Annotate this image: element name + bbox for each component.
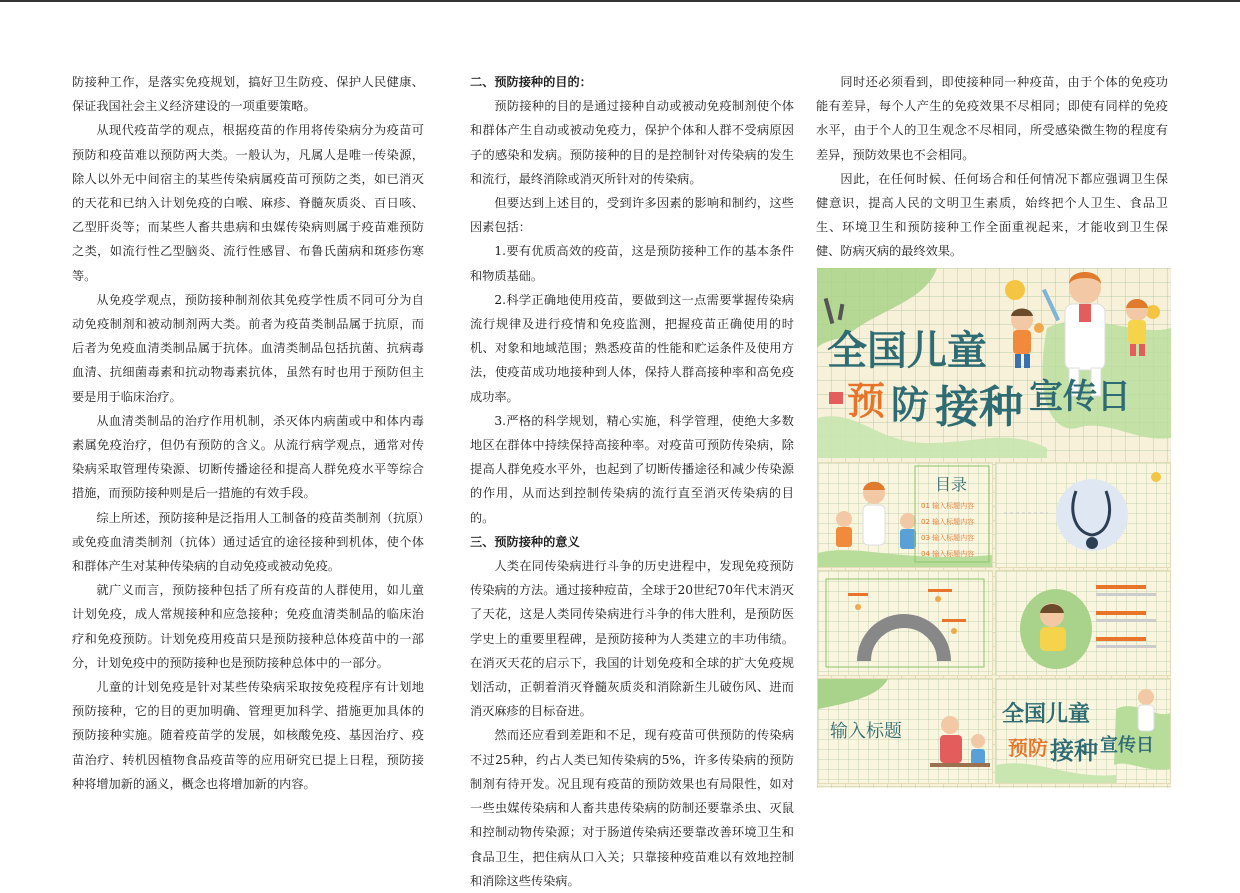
paragraph: 但要达到上述目的，受到许多因素的影响和制约，这些因素包括： bbox=[470, 196, 794, 235]
paragraph: 预防接种的目的是通过接种自动或被动免疫制剂使个体和群体产生自动或被动免疫力，保护个体和人群不受病原因子的感染和发病。预防接种的目的是控制针对传染病的发生和流行，最终消除或消灭所针对的传染病。 bbox=[470, 99, 794, 186]
paragraph: 然而还应看到差距和不足，现有疫苗可供预防的传染病不过25种，约占人类已知传染病的5%，许多传染病的预防制剂有待开发。况且现有疫苗的预防效果也有局限性，如对一些虫媒传染病和人畜共患传染病的防制还要靠杀虫、灭鼠和控制动物传染源；对于肠道传染病还要靠改善环境卫生和食品卫生，把住病从口入关；只靠接种疫苗难以有效地控制和消除这些传染病。 bbox=[470, 728, 794, 888]
paragraph: 从免疫学观点，预防接种制剂依其免疫学性质不同可分为自动免疫制剂和被动制剂两大类。前者为疫苗类制品属于抗原，而后者为免疫血清类制品属于抗体。血清类制品包括抗菌、抗病毒血清、抗细菌毒素和抗动物毒素抗体，虽然有时也用于预防但主要是用于临床治疗。 bbox=[72, 292, 424, 404]
input-title-text: 输入标题 bbox=[830, 721, 902, 742]
poster-title-char-3: 接种 bbox=[935, 383, 1023, 432]
slide-thumb-child-reading bbox=[995, 570, 1171, 676]
slide-thumb-stethoscope bbox=[995, 462, 1171, 568]
text-column-2 bbox=[470, 70, 794, 893]
text-column-3 bbox=[816, 70, 1168, 264]
text-column-1 bbox=[72, 70, 424, 796]
paragraph: 综上所述，预防接种是泛指用人工制备的疫苗类制剂（抗原）或免疫血清类制剂（抗体）通过适宜的途径接种到机体，使个体和群体产生对某种传染病的自动免疫或被动免疫。 bbox=[72, 510, 424, 574]
paragraph: 2.科学正确地使用疫苗，要做到这一点需要掌握传染病流行规律及进行疫情和免疫监测，把握疫苗正确使用的时机、对象和地域范围；熟悉疫苗的性能和贮运条件及使用方法，使疫苗成功地接种到人体，保持人群高接种率和高免疫成功率。 bbox=[470, 292, 794, 404]
small-title-part-3: 宣传日 bbox=[1100, 735, 1154, 755]
toc-item-4: 04 输入标题内容 bbox=[921, 550, 975, 558]
paragraph: 防接种工作，是落实免疫规划，搞好卫生防疫、保护人民健康、保证我国社会主义经济建设的一项重要策略。 bbox=[72, 75, 424, 114]
small-title-part-2: 接种 bbox=[1050, 738, 1098, 765]
toc-item-1: 01 输入标题内容 bbox=[921, 502, 975, 510]
poster-title-line1: 全国儿童 bbox=[827, 329, 987, 373]
small-title-line1: 全国儿童 bbox=[1002, 701, 1091, 726]
slide-thumb-input-title bbox=[817, 678, 993, 784]
paragraph: 从血清类制品的治疗作用机制，杀灭体内病菌或中和体内毒素属免疫治疗，但仍有预防的含义。从流行病学观点，通常对传染病采取管理传染源、切断传播途径和提高人群免疫水平等综合措施，而预防接种则是后一措施的有效手段。 bbox=[72, 413, 424, 501]
paragraph: 儿童的计划免疫是针对某些传染病采取按免疫程序有计划地预防接种，它的目的更加明确、管理更加科学、措施更加具体的预防接种实施。随着疫苗学的发展，如核酸免疫、基因治疗、疫苗治疗、转机因植物食品疫苗等的应用研究已提上日程，预防接种将增加新的涵义，概念也将增加新的内容。 bbox=[72, 680, 424, 791]
poster-title-char-1: 预 bbox=[847, 381, 886, 423]
stethoscope-icon bbox=[1086, 537, 1098, 549]
paragraph: 同时还必须看到，即使接种同一种疫苗，由于个体的免疫功能有差异，每个人产生的免疫效果不尽相同；即使有同样的免疫水平，由于个人的卫生观念不尽相同，所受感染微生物的程度有差异，预防效果也不会相同。 bbox=[816, 75, 1168, 162]
toc-item-2: 02 输入标题内容 bbox=[921, 518, 975, 526]
page-top-border bbox=[0, 0, 1240, 2]
toc-panel bbox=[913, 462, 993, 566]
paragraph: 就广义而言，预防接种包括了所有疫苗的人群使用，如儿童计划免疫，成人常规接种和应急接种；免疫血清类制品的临床治疗和免疫预防。计划免疫用疫苗只是预防接种总体疫苗中的一部分，计划免疫中的预防接种也是预防接种总体中的一部分。 bbox=[72, 583, 424, 670]
poster-title-char-2: 防 bbox=[891, 385, 930, 427]
paragraph: 1.要有优质高效的疫苗，这是预防接种工作的基本条件和物质基础。 bbox=[470, 244, 794, 283]
section-heading: 三、预防接种的意义 bbox=[470, 534, 580, 549]
paragraph: 3.严格的科学规划，精心实施，科学管理，使绝大多数地区在群体中持续保持高接种率。对疫苗可预防传染病，除提高人群免疫水平外，也起到了切断传播途径和减少传染源的作用，从而达到控制传染病的流行直至消灭传染病的目的。 bbox=[470, 413, 794, 525]
small-title-part-1: 预防 bbox=[1008, 738, 1048, 760]
paragraph: 因此，在任何时候、任何场合和任何情况下都应强调卫生保健意识，提高人民的文明卫生素质，始终把个人卫生、食品卫生、环境卫生和预防接种工作全面重视起来，才能收到卫生保健、防病灭病的最终效果。 bbox=[816, 171, 1168, 259]
paragraph: 从现代疫苗学的观点，根据疫苗的作用将传染病分为疫苗可预防和疫苗难以预防两大类。一般认为，凡属人是唯一传染源，除人以外无中间宿主的某些传染病属疫苗可预防之类，如已消灭的天花和已纳入计划免疫的白喉、麻疹、脊髓灰质炎、百日咳、乙型肝炎等；而某些人畜共患病和虫媒传染病则属于疫苗难预防之类，如流行性乙型脑炎、流行性感冒、布鲁氏菌病和斑疹伤寒等。 bbox=[72, 123, 424, 283]
section-heading: 二、预防接种的目的： bbox=[470, 75, 592, 89]
syringe-box-icon bbox=[829, 392, 843, 404]
paragraph: 人类在同传染病进行斗争的历史进程中，发现免疫预防传染病的方法。通过接种痘苗，全球于20世纪70年代末消灭了天花，这是人类同传染病进行斗争的伟大胜利，是预防医学史上的重要里程碑，是预防接种为人类建立的丰功伟绩。在消灭天花的启示下，我国的计划免疫和全球的扩大免疫规划活动，正朝着消灭脊髓灰质炎和消除新生儿破伤风、进而消灭麻疹的目标奋进。 bbox=[470, 559, 794, 719]
slide-thumb-chart bbox=[817, 570, 993, 676]
poster-hero bbox=[817, 268, 1171, 458]
slide-thumb-title-small bbox=[995, 678, 1171, 784]
toc-item-3: 03 输入标题内容 bbox=[921, 534, 975, 542]
poster-title-char-4: 宣传日 bbox=[1029, 378, 1131, 416]
toc-title: 目录 bbox=[935, 475, 968, 494]
vaccination-day-poster-illustration bbox=[817, 268, 1171, 788]
